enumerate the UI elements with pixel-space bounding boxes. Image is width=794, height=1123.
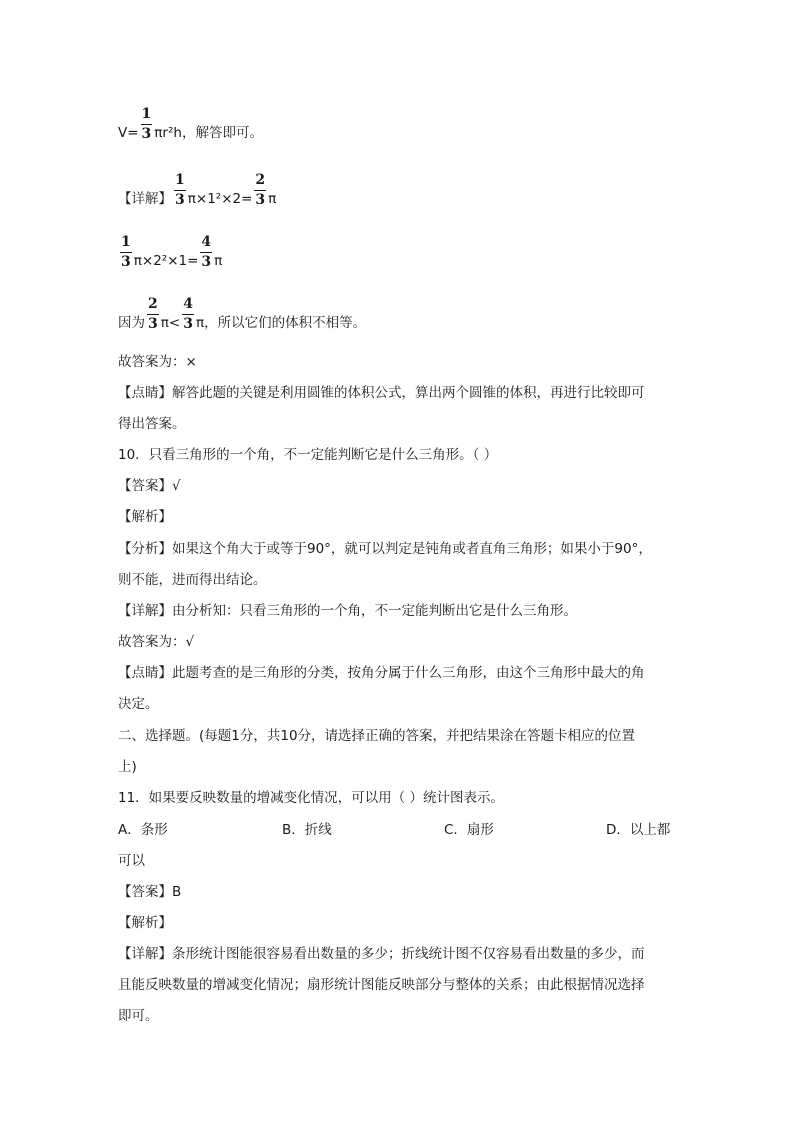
formula-prefix: V= (118, 124, 139, 141)
detail-q11-line2: 且能反映数量的增减变化情况；扇形统计图能反映部分与整体的关系；由此根据情况选择 (118, 977, 645, 993)
comment-q9-line2: 得出答案。 (118, 416, 186, 432)
analysis-q11: 【解析】 (118, 915, 172, 931)
comparison-tail: π，所以它们的体积不相等。 (195, 314, 367, 331)
because-prefix: 因为 (118, 314, 145, 331)
fraction: $\frac{1}{3}$ (175, 172, 185, 208)
comment-q9-line1: 【点睛】解答此题的关键是利用圆锥的体积公式，算出两个圆锥的体积，再进行比较即可 (118, 385, 645, 401)
q11-options-row (118, 820, 678, 840)
compare-operator: π< (160, 314, 181, 331)
comparison-line (118, 296, 366, 333)
answer-q11: 【答案】B (118, 884, 182, 900)
fraction: $\frac{2}{3}$ (148, 296, 158, 332)
formula-suffix: πr²h，解答即可。 (154, 124, 263, 141)
comment-q10-line2: 决定。 (118, 696, 159, 712)
analysis-q10: 【解析】 (118, 509, 172, 525)
calc-expression: π×1²×2= (187, 190, 253, 207)
calc-tail: π (214, 252, 223, 269)
option-c: C．扇形 (444, 822, 494, 838)
calc-expression: π×2²×1= (133, 252, 199, 269)
detail-q11-line1: 【详解】条形统计图能很容易看出数量的多少；折线统计图不仅容易看出数量的多少，而 (118, 946, 645, 962)
answer-q9: 故答案为：× (118, 354, 197, 370)
fenxi-q10-line2: 则不能，进而得出结论。 (118, 572, 267, 588)
detail-label: 【详解】 (118, 190, 172, 207)
section-2-heading-line2: 上) (118, 759, 137, 775)
option-d-wrap: 可以 (118, 853, 145, 869)
comment-q10-line1: 【点睛】此题考查的是三角形的分类，按角分属于什么三角形，由这个三角形中最大的角 (118, 665, 645, 681)
option-b: B．折线 (282, 822, 332, 838)
final-answer-q10: 故答案为：√ (118, 634, 195, 650)
fenxi-q10-line1: 【分析】如果这个角大于或等于90°，就可以判定是钝角或者直角三角形；如果小于90°， (118, 541, 652, 557)
answer-q10: 【答案】√ (118, 478, 181, 494)
fraction: $\frac{1}{3}$ (121, 234, 131, 270)
detail-calc-line-1 (118, 172, 276, 209)
fraction: $\frac{4}{3}$ (183, 296, 193, 332)
detail-calc-line-2 (118, 234, 222, 271)
volume-formula-line (118, 106, 263, 143)
calc-tail: π (268, 190, 277, 207)
section-2-heading-line1: 二、选择题。(每题1分，共10分，请选择正确的答案，并把结果涂在答题卡相应的位置 (118, 728, 636, 744)
fraction: $\frac{2}{3}$ (255, 172, 266, 208)
question-11: 11．如果要反映数量的增减变化情况，可以用（ ）统计图表示。 (118, 790, 504, 806)
fraction-one-third: $\frac{1}{3}$ (141, 106, 152, 142)
option-a: A．条形 (118, 822, 168, 838)
detail-q10: 【详解】由分析知：只看三角形的一个角，不一定能判断出它是什么三角形。 (118, 603, 577, 619)
option-d: D．以上都 (606, 822, 671, 838)
question-10: 10．只看三角形的一个角，不一定能判断它是什么三角形。（ ） (118, 447, 498, 463)
detail-q11-line3: 即可。 (118, 1008, 159, 1024)
fraction: $\frac{4}{3}$ (201, 234, 212, 270)
